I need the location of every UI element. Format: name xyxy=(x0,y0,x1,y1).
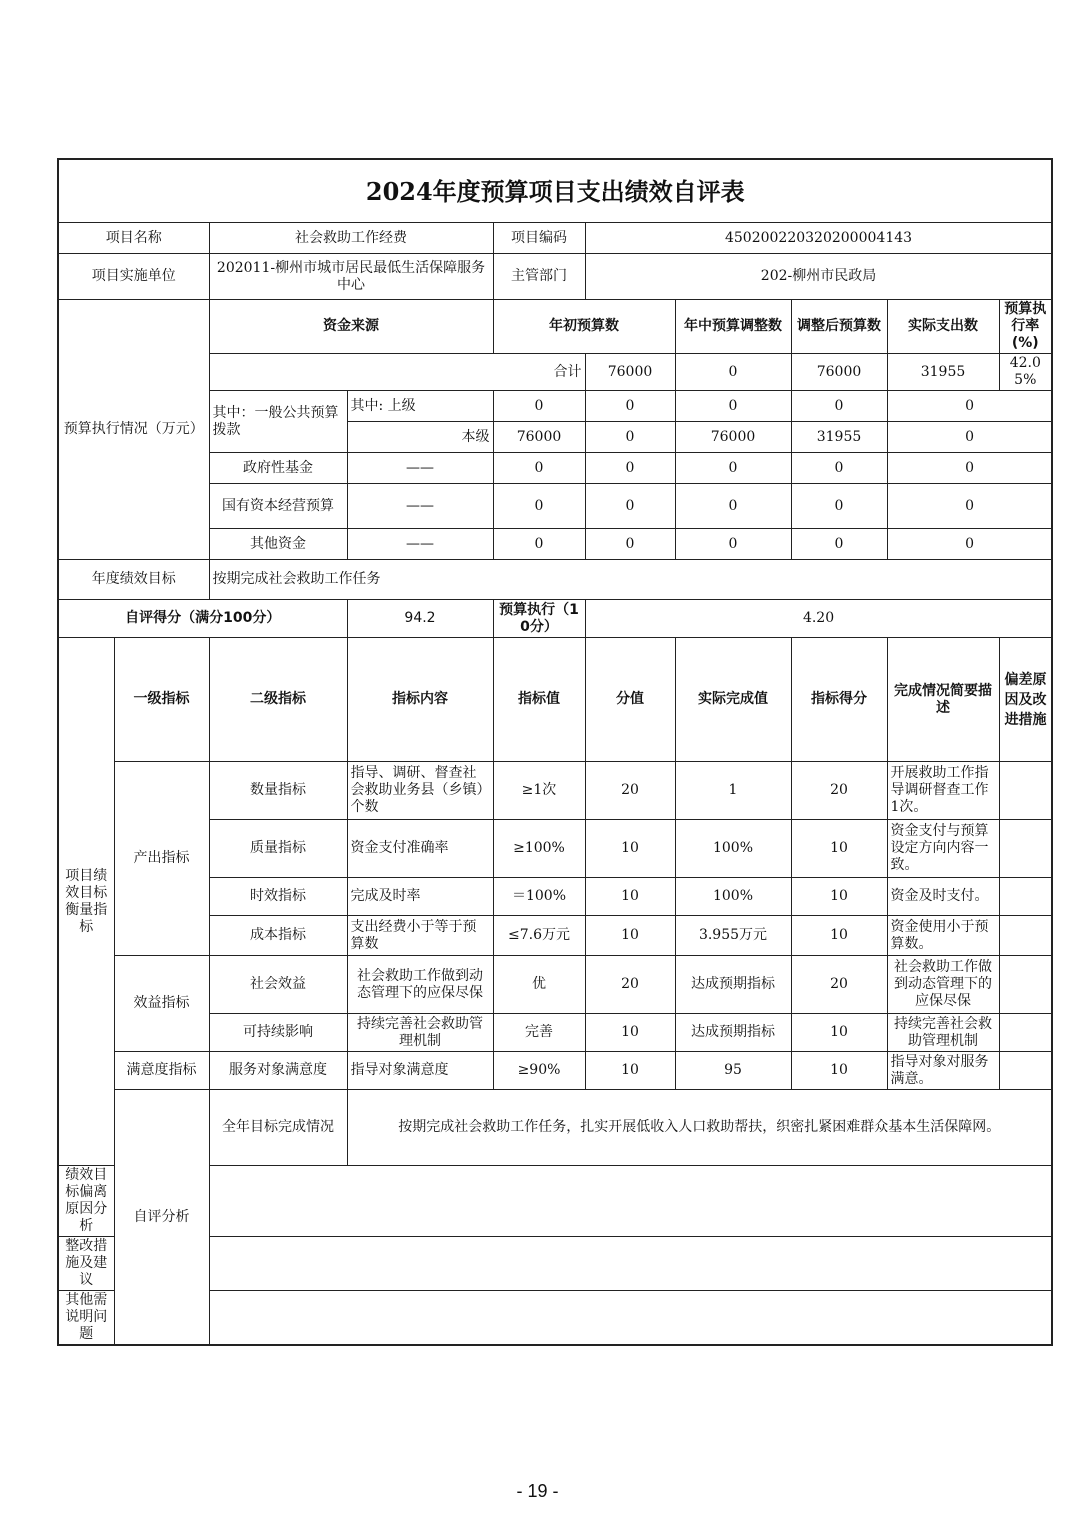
indicator-content: 持续完善社会救助管理机制 xyxy=(347,1014,493,1052)
indicator-weight: 10 xyxy=(585,1014,675,1052)
state-capital-initial: 0 xyxy=(493,484,585,529)
total-initial: 76000 xyxy=(585,354,675,391)
indicator-weight: 10 xyxy=(585,820,675,878)
indicator-section-label: 项目绩效目标衡量指标 xyxy=(58,638,114,1166)
indicator-score: 10 xyxy=(791,820,887,878)
benefit-indicator-label: 效益指标 xyxy=(114,956,209,1052)
indicator-score: 20 xyxy=(791,956,887,1014)
unit-value: 202011-柳州市城市居民最低生活保障服务中心 xyxy=(209,254,493,300)
indicator-target: 优 xyxy=(493,956,585,1014)
indicator-deviation xyxy=(999,762,1052,820)
state-capital-dash: —— xyxy=(347,484,493,529)
indicator-target: ＝100% xyxy=(493,878,585,916)
other-fund-initial: 0 xyxy=(493,529,585,560)
indicator-score: 10 xyxy=(791,1052,887,1090)
indicator-deviation xyxy=(999,878,1052,916)
indicator-content: 指导、调研、督查社会救助业务县（乡镇）个数 xyxy=(347,762,493,820)
dept-value: 202-柳州市民政局 xyxy=(585,254,1052,300)
other-fund-adjusted: 0 xyxy=(675,529,791,560)
evaluation-form xyxy=(57,158,1051,1346)
indicator-sub: 时效指标 xyxy=(209,878,347,916)
unit-label: 项目实施单位 xyxy=(58,254,209,300)
other-fund-dash: —— xyxy=(347,529,493,560)
exec-score-value: 4.20 xyxy=(585,600,1052,638)
ind-header-level1: 一级指标 xyxy=(114,638,209,762)
state-capital-adjusted: 0 xyxy=(675,484,791,529)
budget-header-source: 资金来源 xyxy=(209,300,493,354)
indicator-actual: 3.955万元 xyxy=(675,916,791,956)
local-actual: 31955 xyxy=(791,422,887,453)
indicator-sub: 服务对象满意度 xyxy=(209,1052,347,1090)
gov-fund-label: 政府性基金 xyxy=(209,453,347,484)
satisfaction-indicator-label: 满意度指标 xyxy=(114,1052,209,1090)
upper-actual: 0 xyxy=(791,391,887,422)
project-name: 社会救助工作经费 xyxy=(209,223,493,254)
other-fund-label: 其他资金 xyxy=(209,529,347,560)
indicator-weight: 20 xyxy=(585,956,675,1014)
indicator-content: 资金支付准确率 xyxy=(347,820,493,878)
ind-header-target: 指标值 xyxy=(493,638,585,762)
indicator-content: 完成及时率 xyxy=(347,878,493,916)
indicator-deviation xyxy=(999,1052,1052,1090)
indicator-sub: 质量指标 xyxy=(209,820,347,878)
score-value: 94.2 xyxy=(347,600,493,638)
state-capital-label: 国有资本经营预算 xyxy=(209,484,347,529)
budget-header-initial: 年初预算数 xyxy=(493,300,675,354)
analysis-label: 整改措施及建议 xyxy=(58,1237,114,1291)
indicator-desc: 社会救助工作做到动态管理下的应保尽保 xyxy=(887,956,999,1014)
gov-fund-adjusted: 0 xyxy=(675,453,791,484)
project-code-label: 项目编码 xyxy=(493,223,585,254)
analysis-text xyxy=(209,1237,1052,1291)
upper-initial: 0 xyxy=(493,391,585,422)
analysis-section-label: 自评分析 xyxy=(114,1090,209,1346)
total-actual: 31955 xyxy=(887,354,999,391)
indicator-score: 10 xyxy=(791,916,887,956)
other-fund-adjust: 0 xyxy=(585,529,675,560)
local-adjusted: 76000 xyxy=(675,422,791,453)
indicator-deviation xyxy=(999,1014,1052,1052)
indicator-target: ≤7.6万元 xyxy=(493,916,585,956)
page-number: - 19 - xyxy=(516,1481,559,1501)
ind-header-desc: 完成情况简要描述 xyxy=(887,638,999,762)
indicator-target: ≥90% xyxy=(493,1052,585,1090)
upper-adjusted: 0 xyxy=(675,391,791,422)
budget-header-rate: 预算执行率(%) xyxy=(999,300,1052,354)
output-indicator-label: 产出指标 xyxy=(114,762,209,956)
indicator-deviation xyxy=(999,916,1052,956)
indicator-desc: 持续完善社会救助管理机制 xyxy=(887,1014,999,1052)
gov-fund-actual: 0 xyxy=(791,453,887,484)
budget-header-actual: 实际支出数 xyxy=(887,300,999,354)
indicator-weight: 10 xyxy=(585,916,675,956)
indicator-weight: 10 xyxy=(585,1052,675,1090)
page-title: 2024年度预算项目支出绩效自评表 xyxy=(58,159,1052,223)
total-label: 合计 xyxy=(209,354,585,391)
indicator-sub: 成本指标 xyxy=(209,916,347,956)
local-rate: 0 xyxy=(887,422,1052,453)
gov-fund-adjust: 0 xyxy=(585,453,675,484)
analysis-text xyxy=(209,1291,1052,1346)
upper-label: 其中: 上级 xyxy=(347,391,493,422)
upper-rate: 0 xyxy=(887,391,1052,422)
local-label: 本级 xyxy=(347,422,493,453)
indicator-deviation xyxy=(999,820,1052,878)
indicator-score: 10 xyxy=(791,1014,887,1052)
total-adjust: 0 xyxy=(675,354,791,391)
analysis-text: 按期完成社会救助工作任务，扎实开展低收入人口救助帮扶，织密扎紧困难群众基本生活保障网。 xyxy=(347,1090,1052,1166)
indicator-content: 指导对象满意度 xyxy=(347,1052,493,1090)
indicator-desc: 资金使用小于预算数。 xyxy=(887,916,999,956)
state-capital-rate: 0 xyxy=(887,484,1052,529)
score-label: 自评得分（满分100分） xyxy=(58,600,347,638)
exec-score-label: 预算执行（10分） xyxy=(493,600,585,638)
budget-header-adjust: 年中预算调整数 xyxy=(675,300,791,354)
gov-fund-initial: 0 xyxy=(493,453,585,484)
indicator-target: 完善 xyxy=(493,1014,585,1052)
indicator-target: ≥1次 xyxy=(493,762,585,820)
goal-label: 年度绩效目标 xyxy=(58,560,209,600)
dept-label: 主管部门 xyxy=(493,254,585,300)
local-initial: 76000 xyxy=(493,422,585,453)
upper-adjust: 0 xyxy=(585,391,675,422)
general-budget-label: 其中：一般公共预算拨款 xyxy=(209,391,347,453)
goal-text: 按期完成社会救助工作任务 xyxy=(209,560,1052,600)
indicator-actual: 达成预期指标 xyxy=(675,956,791,1014)
project-name-label: 项目名称 xyxy=(58,223,209,254)
indicator-actual: 100% xyxy=(675,820,791,878)
indicator-score: 10 xyxy=(791,878,887,916)
state-capital-adjust: 0 xyxy=(585,484,675,529)
indicator-desc: 开展救助工作指导调研督查工作1次。 xyxy=(887,762,999,820)
indicator-sub: 可持续影响 xyxy=(209,1014,347,1052)
state-capital-actual: 0 xyxy=(791,484,887,529)
analysis-text xyxy=(209,1166,1052,1237)
indicator-deviation xyxy=(999,956,1052,1014)
gov-fund-dash: —— xyxy=(347,453,493,484)
indicator-actual: 95 xyxy=(675,1052,791,1090)
project-code: 450200220320200004143 xyxy=(585,223,1052,254)
other-fund-actual: 0 xyxy=(791,529,887,560)
indicator-weight: 10 xyxy=(585,878,675,916)
evaluation-table xyxy=(57,158,1053,1346)
analysis-label: 全年目标完成情况 xyxy=(209,1090,347,1166)
other-fund-rate: 0 xyxy=(887,529,1052,560)
ind-header-level2: 二级指标 xyxy=(209,638,347,762)
ind-header-score: 指标得分 xyxy=(791,638,887,762)
indicator-desc: 资金及时支付。 xyxy=(887,878,999,916)
indicator-desc: 指导对象对服务满意。 xyxy=(887,1052,999,1090)
analysis-label: 其他需说明问题 xyxy=(58,1291,114,1346)
budget-section-label: 预算执行情况（万元） xyxy=(58,300,209,560)
indicator-score: 20 xyxy=(791,762,887,820)
budget-header-adjusted: 调整后预算数 xyxy=(791,300,887,354)
ind-header-deviation: 偏差原因及改进措施 xyxy=(999,638,1052,762)
ind-header-content: 指标内容 xyxy=(347,638,493,762)
indicator-actual: 1 xyxy=(675,762,791,820)
analysis-label: 绩效目标偏离原因分析 xyxy=(58,1166,114,1237)
indicator-actual: 100% xyxy=(675,878,791,916)
indicator-target: ≥100% xyxy=(493,820,585,878)
indicator-sub: 数量指标 xyxy=(209,762,347,820)
ind-header-weight: 分值 xyxy=(585,638,675,762)
total-rate: 42.05% xyxy=(999,354,1052,391)
indicator-sub: 社会效益 xyxy=(209,956,347,1014)
total-adjusted: 76000 xyxy=(791,354,887,391)
gov-fund-rate: 0 xyxy=(887,453,1052,484)
indicator-content: 支出经费小于等于预算数 xyxy=(347,916,493,956)
indicator-desc: 资金支付与预算设定方向内容一致。 xyxy=(887,820,999,878)
indicator-content: 社会救助工作做到动态管理下的应保尽保 xyxy=(347,956,493,1014)
indicator-weight: 20 xyxy=(585,762,675,820)
local-adjust: 0 xyxy=(585,422,675,453)
ind-header-actual: 实际完成值 xyxy=(675,638,791,762)
indicator-actual: 达成预期指标 xyxy=(675,1014,791,1052)
